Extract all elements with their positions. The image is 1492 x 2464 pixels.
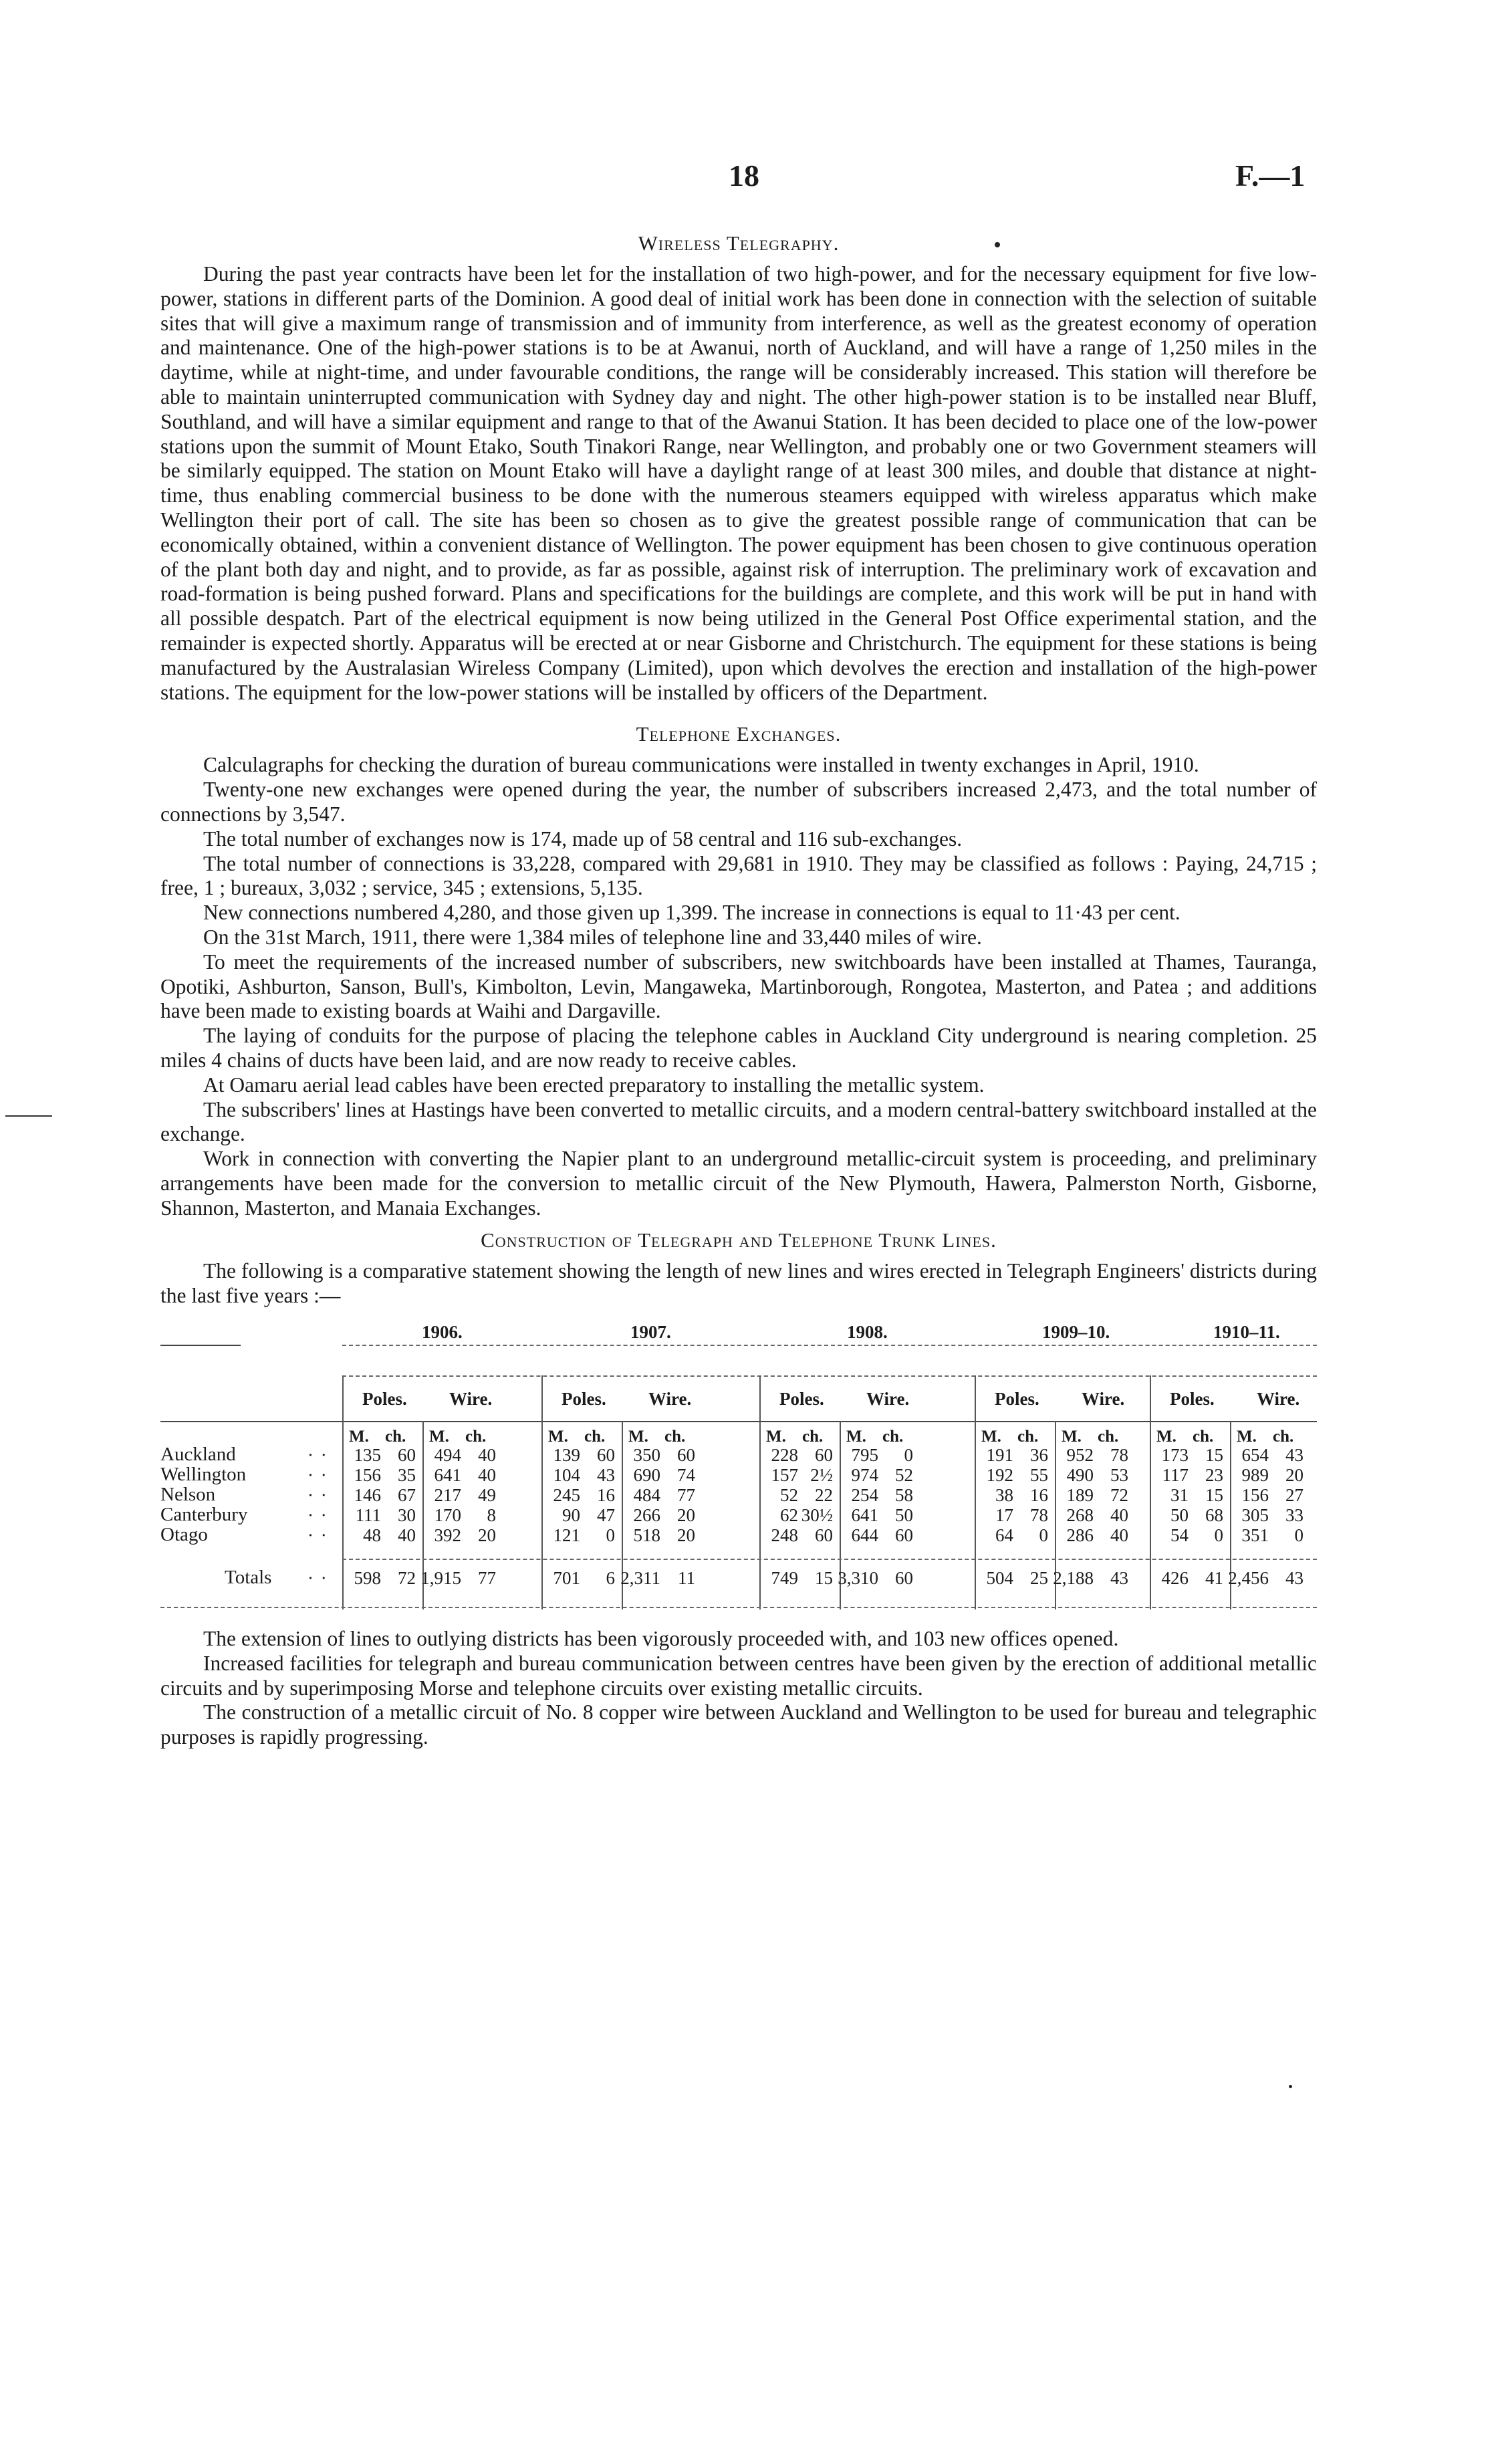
cell-miles: 248 [771, 1525, 798, 1546]
unit-chains: ch. [584, 1428, 606, 1446]
cell-miles: 170 [434, 1505, 461, 1526]
total-miles: 3,310 [838, 1568, 878, 1589]
cell-miles: 139 [553, 1445, 580, 1466]
cell-miles: 644 [851, 1525, 878, 1546]
closing-paragraph: Increased facilities for telegraph and bureau communication between centres have been given by the erection of additional metallic circuits and by superimposing Morse and telephone circuits over existing metallic circuits. [160, 1651, 1317, 1700]
year-header: 1910–11. [1213, 1322, 1280, 1343]
cell-miles: 350 [633, 1445, 660, 1466]
cell-miles: 351 [1241, 1525, 1269, 1546]
poles-header: Poles. [1170, 1389, 1215, 1410]
unit-chains: ch. [802, 1428, 824, 1446]
cell-miles: 641 [851, 1505, 878, 1526]
telephone-paragraph: New connections numbered 4,280, and those given up 1,399. The increase in connections is equal to 11·43 per cent. [203, 901, 1180, 925]
cell-miles: 117 [1162, 1465, 1189, 1486]
table-top-rule [160, 1345, 241, 1346]
cell-chains: 22 [815, 1485, 833, 1506]
total-chains: 11 [678, 1568, 695, 1589]
telephone-paragraph: The total number of connections is 33,228, compared with 29,681 in 1910. They may be classified as follows : Paying, 24,715 ; free, 1 ; bureaux, 3,032 ; service, 345 ; extensions, 5,135. [160, 851, 1317, 900]
cell-chains: 60 [815, 1525, 833, 1546]
total-miles: 701 [553, 1568, 580, 1589]
cell-miles: 654 [1241, 1445, 1269, 1466]
cell-miles: 484 [633, 1485, 660, 1506]
wire-header: Wire. [866, 1389, 910, 1410]
unit-miles: M. [1062, 1428, 1082, 1446]
unit-chains: ch. [1098, 1428, 1119, 1446]
cell-miles: 268 [1066, 1505, 1094, 1526]
total-miles: 2,456 [1228, 1568, 1269, 1589]
telephone-paragraph: On the 31st March, 1911, there were 1,384 miles of telephone line and 33,440 miles of wire. [203, 925, 982, 949]
cell-chains: 30½ [801, 1505, 833, 1526]
section-heading-telephone: Telephone Exchanges. [636, 722, 842, 746]
table-top-rule [342, 1345, 1317, 1346]
cell-miles: 111 [355, 1505, 381, 1526]
closing-paragraph: The construction of a metallic circuit of No. 8 copper wire between Auckland and Wellington to be used for bureau and telegraphic purposes is rapidly progressing. [160, 1700, 1317, 1749]
poles-header: Poles. [562, 1389, 606, 1410]
total-miles: 426 [1161, 1568, 1189, 1589]
total-miles: 749 [771, 1568, 798, 1589]
leader-dots: · · [307, 1525, 328, 1546]
cell-chains: 23 [1205, 1465, 1223, 1486]
cell-miles: 795 [851, 1445, 878, 1466]
telephone-paragraph: Twenty-one new exchanges were opened during the year, the number of subscribers increased 2,473, and the total number of connections by 3,547. [160, 778, 1317, 826]
cell-chains: 78 [1110, 1445, 1128, 1466]
cell-miles: 392 [434, 1525, 461, 1546]
cell-miles: 974 [851, 1465, 878, 1486]
cell-chains: 30 [398, 1505, 416, 1526]
unit-miles: M. [766, 1428, 786, 1446]
cell-miles: 146 [354, 1485, 381, 1506]
cell-chains: 20 [677, 1525, 695, 1546]
page-body [160, 231, 1317, 1750]
cell-chains: 67 [398, 1485, 416, 1506]
year-header: 1906. [422, 1322, 463, 1343]
cell-chains: 40 [1110, 1525, 1128, 1546]
poles-header: Poles. [779, 1389, 824, 1410]
total-miles: 504 [986, 1568, 1013, 1589]
cell-chains: 0 [1214, 1525, 1223, 1546]
document-reference: F.—1 [1235, 158, 1306, 193]
leader-dots: · · [307, 1505, 328, 1526]
total-miles: 2,311 [620, 1568, 660, 1589]
district-name: Canterbury [160, 1504, 248, 1526]
cell-chains: 20 [677, 1505, 695, 1526]
cell-miles: 156 [1241, 1485, 1269, 1506]
district-name: Nelson [160, 1484, 216, 1506]
totals-label: Totals [225, 1567, 272, 1589]
cell-chains: 43 [597, 1465, 615, 1486]
cell-chains: 20 [478, 1525, 496, 1546]
cell-miles: 189 [1066, 1485, 1094, 1506]
year-header: 1907. [630, 1322, 671, 1343]
cell-chains: 0 [606, 1525, 615, 1546]
section-heading-wireless: Wireless Telegraphy. [638, 231, 840, 255]
cell-miles: 38 [995, 1485, 1013, 1506]
total-chains: 6 [606, 1568, 615, 1589]
totals-rule [342, 1559, 1317, 1560]
wire-header: Wire. [1257, 1389, 1300, 1410]
cell-miles: 217 [434, 1485, 461, 1506]
unit-miles: M. [628, 1428, 648, 1446]
cell-chains: 40 [398, 1525, 416, 1546]
table-bottom-rule [160, 1607, 1317, 1608]
cell-chains: 0 [1039, 1525, 1048, 1546]
cell-chains: 27 [1285, 1485, 1303, 1506]
unit-miles: M. [429, 1428, 449, 1446]
cell-miles: 54 [1170, 1525, 1189, 1546]
district-name: Otago [160, 1524, 208, 1546]
cell-chains: 43 [1285, 1445, 1303, 1466]
cell-miles: 989 [1241, 1465, 1269, 1486]
total-chains: 41 [1205, 1568, 1223, 1589]
unit-miles: M. [846, 1428, 866, 1446]
cell-miles: 286 [1066, 1525, 1094, 1546]
cell-miles: 494 [434, 1445, 461, 1466]
cell-chains: 52 [895, 1465, 913, 1486]
cell-chains: 60 [895, 1525, 913, 1546]
telephone-paragraph: Work in connection with converting the Napier plant to an underground metallic-circuit system is proceeding, and preliminary arrangements have been made for the conversion to metallic circuit of the New Plymouth, Hawera, Palmerston North, Gisborne, Shannon, Masterton, and Manaia Exchanges. [160, 1147, 1317, 1220]
telephone-paragraph: The total number of exchanges now is 174, made up of 58 central and 116 sub-exchanges. [203, 826, 963, 851]
cell-chains: 74 [677, 1465, 695, 1486]
total-chains: 77 [478, 1568, 496, 1589]
total-miles: 1,915 [420, 1568, 461, 1589]
cell-miles: 490 [1066, 1465, 1094, 1486]
cell-chains: 8 [487, 1505, 496, 1526]
district-name: Auckland [160, 1444, 236, 1466]
cell-miles: 48 [363, 1525, 381, 1546]
unit-miles: M. [548, 1428, 568, 1446]
unit-miles: M. [1156, 1428, 1176, 1446]
telephone-paragraph: Calculagraphs for checking the duration of bureau communications were installed in twenty exchanges in April, 1910. [203, 753, 1199, 777]
unit-miles: M. [981, 1428, 1001, 1446]
cell-miles: 191 [986, 1445, 1013, 1466]
telephone-paragraph: At Oamaru aerial lead cables have been erected preparatory to installing the metallic system. [203, 1073, 985, 1097]
cell-chains: 60 [677, 1445, 695, 1466]
cell-chains: 16 [597, 1485, 615, 1506]
cell-chains: 55 [1030, 1465, 1048, 1486]
cell-chains: 0 [1294, 1525, 1303, 1546]
cell-chains: 40 [1110, 1505, 1128, 1526]
total-miles: 2,188 [1053, 1568, 1094, 1589]
cell-miles: 104 [553, 1465, 580, 1486]
trunk-lines-table [160, 1322, 1317, 1609]
cell-chains: 15 [1205, 1445, 1223, 1466]
cell-chains: 15 [1205, 1485, 1223, 1506]
closing-paragraph: The extension of lines to outlying districts has been vigorously proceeded with, and 103 new offices opened. [203, 1627, 1119, 1651]
total-chains: 60 [895, 1568, 913, 1589]
page-number: 18 [729, 158, 759, 193]
unit-chains: ch. [1017, 1428, 1039, 1446]
year-header: 1908. [847, 1322, 888, 1343]
cell-miles: 156 [354, 1465, 381, 1486]
total-chains: 72 [398, 1568, 416, 1589]
cell-miles: 52 [780, 1485, 798, 1506]
cell-miles: 192 [986, 1465, 1013, 1486]
wire-header: Wire. [449, 1389, 493, 1410]
total-chains: 43 [1285, 1568, 1303, 1589]
unit-chains: ch. [1273, 1428, 1294, 1446]
total-miles: 598 [354, 1568, 381, 1589]
cell-chains: 0 [904, 1445, 913, 1466]
cell-miles: 173 [1161, 1445, 1189, 1466]
cell-chains: 2½ [810, 1465, 833, 1486]
wireless-paragraph: During the past year contracts have been let for the installation of two high-power, and for the necessary equipment for five low-power, stations in different parts of the Dominion. A good deal of initial work has been done in connection with the selection of suitable sites that will give a maximum range of transmission and of immunity from interference, as well as the greatest economy of operation and maintenance. One of the high-power stations is to be at Awanui, north of Auckland, and will have a range of 1,250 miles in the daytime, while at night-time, and under favourable conditions, the range will be considerably increased. This station will therefore be able to maintain uninterrupted communication with Sydney day and night. The other high-power station is to be installed near Bluff, Southland, and will have a similar equipment and range to that of the Awanui Station. It has been decided to place one of the low-power stations upon the summit of Mount Etako, South Tinakori Range, near Wellington, and probably one or two Government steamers will be similarly equipped. The station on Mount Etako will have a daylight range of at least 300 miles, and double that distance at night-time, thus enabling commercial business to be done with the numerous steamers equipped with wireless apparatus which make Wellington their port of call. The site has been so chosen as to give the greatest possible range of communication that can be economically obtained, within a convenient distance of Wellington. The power equipment has been chosen to give continuous operation of the plant both day and night, and to provide, as far as possible, against risk of interruption. The preliminary work of excavation and road-formation is being pushed forward. Plans and specifications for the buildings are complete, and this work will be put in hand with all possible despatch. Part of the electrical equipment is now being utilized in the General Post Office experimental station, and the remainder is expected shortly. Apparatus will be erected at or near Gisborne and Christchurch. The equipment for these stations is being manufactured by the Australasian Wireless Company (Limited), upon which devolves the erection and installation of the high-power stations. The equipment for the low-power stations will be installed by officers of the Department. [160, 262, 1317, 704]
cell-miles: 690 [633, 1465, 660, 1486]
section-heading-construction: Construction of Telegraph and Telephone Trunk Lines. [481, 1228, 997, 1252]
cell-miles: 135 [354, 1445, 381, 1466]
cell-chains: 60 [398, 1445, 416, 1466]
cell-miles: 64 [995, 1525, 1013, 1546]
cell-chains: 33 [1285, 1505, 1303, 1526]
cell-miles: 641 [434, 1465, 461, 1486]
poles-header: Poles. [995, 1389, 1039, 1410]
cell-chains: 40 [478, 1465, 496, 1486]
cell-miles: 518 [633, 1525, 660, 1546]
cell-chains: 50 [895, 1505, 913, 1526]
cell-miles: 952 [1066, 1445, 1094, 1466]
cell-chains: 49 [478, 1485, 496, 1506]
unit-chains: ch. [882, 1428, 904, 1446]
cell-chains: 77 [677, 1485, 695, 1506]
cell-miles: 305 [1241, 1505, 1269, 1526]
cell-miles: 254 [851, 1485, 878, 1506]
leader-dots: · · [307, 1445, 328, 1466]
cell-chains: 40 [478, 1445, 496, 1466]
total-chains: 15 [815, 1568, 833, 1589]
cell-miles: 245 [553, 1485, 580, 1506]
cell-chains: 68 [1205, 1505, 1223, 1526]
cell-miles: 62 [780, 1505, 798, 1526]
telephone-paragraph: To meet the requirements of the increased number of subscribers, new switchboards have been installed at Thames, Tauranga, Opotiki, Ashburton, Sanson, Bull's, Kimbolton, Levin, Mangaweka, Martinborough, Rongotea, Masterton, and Patea ; and additions have been made to existing boards at Waihi and Dargaville. [160, 949, 1317, 1023]
unit-chains: ch. [664, 1428, 686, 1446]
unit-miles: M. [1237, 1428, 1257, 1446]
cell-miles: 157 [771, 1465, 798, 1486]
cell-chains: 35 [398, 1465, 416, 1486]
unit-chains: ch. [385, 1428, 406, 1446]
cell-chains: 36 [1030, 1445, 1048, 1466]
cell-chains: 58 [895, 1485, 913, 1506]
total-chains: 43 [1110, 1568, 1128, 1589]
cell-miles: 266 [633, 1505, 660, 1526]
telephone-paragraph: The subscribers' lines at Hastings have been converted to metallic circuits, and a modern central-battery switchboard installed at the exchange. [160, 1097, 1317, 1146]
cell-miles: 228 [771, 1445, 798, 1466]
cell-miles: 121 [553, 1525, 580, 1546]
cell-chains: 60 [597, 1445, 615, 1466]
leader-dots: · · [307, 1485, 328, 1506]
leader-dots: · · [307, 1568, 328, 1589]
wire-header: Wire. [648, 1389, 692, 1410]
wire-header: Wire. [1082, 1389, 1125, 1410]
cell-chains: 60 [815, 1445, 833, 1466]
table-rule [342, 1375, 1317, 1377]
table-head-rule [160, 1421, 1317, 1422]
cell-chains: 47 [597, 1505, 615, 1526]
cell-miles: 31 [1170, 1485, 1189, 1506]
district-name: Wellington [160, 1464, 247, 1486]
unit-chains: ch. [465, 1428, 487, 1446]
unit-miles: M. [349, 1428, 369, 1446]
cell-chains: 78 [1030, 1505, 1048, 1526]
stray-ink-mark [1289, 2085, 1292, 2088]
poles-header: Poles. [362, 1389, 407, 1410]
margin-mark [5, 1115, 52, 1117]
cell-chains: 53 [1110, 1465, 1128, 1486]
unit-chains: ch. [1193, 1428, 1214, 1446]
cell-chains: 72 [1110, 1485, 1128, 1506]
cell-miles: 17 [995, 1505, 1013, 1526]
cell-chains: 20 [1285, 1465, 1303, 1486]
total-chains: 25 [1030, 1568, 1048, 1589]
cell-chains: 16 [1030, 1485, 1048, 1506]
telephone-paragraph: The laying of conduits for the purpose of placing the telephone cables in Auckland City underground is nearing completion. 25 miles 4 chains of ducts have been laid, and are now ready to receive cables. [160, 1024, 1317, 1072]
year-header: 1909–10. [1042, 1322, 1110, 1343]
leader-dots: · · [307, 1465, 328, 1486]
construction-intro: The following is a comparative statement showing the length of new lines and wires erected in Telegraph Engineers' districts during the last five years :— [160, 1259, 1317, 1308]
cell-miles: 90 [562, 1505, 580, 1526]
cell-miles: 50 [1170, 1505, 1189, 1526]
